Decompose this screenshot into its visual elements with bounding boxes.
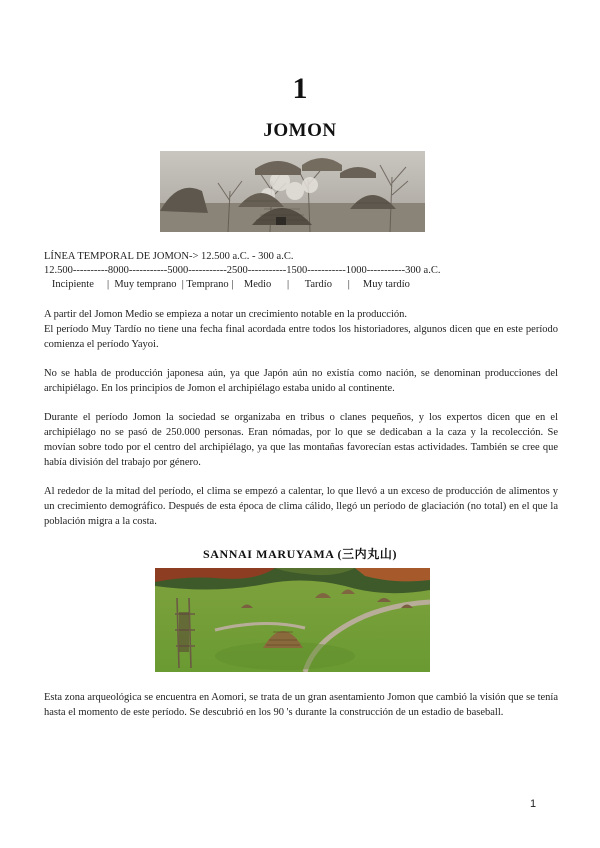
section-title: SANNAI MARUYAMA (三内丸山) xyxy=(202,547,398,561)
chapter-number: 1 xyxy=(292,72,308,105)
sannai-maruyama-photo xyxy=(155,568,430,672)
page-number: 1 xyxy=(530,798,537,810)
paragraph-jomon-medio xyxy=(44,307,558,352)
timeline-scale: 12.500----------8000-----------5000-----------2500-----------1500-----------1000-----------300 a.C. xyxy=(44,265,441,276)
jomon-pit-dwellings-photo xyxy=(160,151,425,232)
paragraph-climate: Al rededor de la mitad del período, el clima se empezó a calentar, lo que llevó a un exceso de producción de alimentos y un crecimiento demográfico. Después de esta época de clima cálido, llegó un período de glaciación (no total) en el que la población migra a la costa. xyxy=(44,486,558,527)
paragraph-society: Durante el período Jomon la sociedad se organizaba en tribus o clanes pequeños, y los expertos dicen que en el archipiélago no se pasó de 250.000 personas. Eran nómadas, por lo que se dedicaban a la caza y la recolección. Se movían sobre todo por el centro del archipiélago, ya que las montañas favorecían estas actividades. También se cree que había división del trabajo por género. xyxy=(44,412,558,468)
chapter-title: JOMON xyxy=(263,120,337,141)
paragraph-line: El período Muy Tardío no tiene una fecha final acordada entre todos los historiadores, algunos dicen que en este período comienza el período Yayoi. xyxy=(44,324,558,350)
paragraph-sannai-maruyama: Esta zona arqueológica se encuentra en Aomori, se trata de un gran asentamiento Jomon que cambió la visión que se tenía hasta el momento de este período. Se descubrió en los 90 's durante la construcción de un estadio de baseball. xyxy=(44,692,558,718)
paragraph-line: A partir del Jomon Medio se empieza a notar un crecimiento notable en la producción. xyxy=(44,309,408,320)
timeline-periods: Incipiente | Muy temprano | Temprano | Medio | Tardío | Muy tardío xyxy=(44,279,410,290)
paragraph-archipelago: No se habla de producción japonesa aún, ya que Japón aún no existía como nación, se denominan producciones del archipiélago. En los principios de Jomon el archipiélago estaba unido al continente. xyxy=(44,368,558,394)
timeline-title: LÍNEA TEMPORAL DE JOMON-> 12.500 a.C. - 300 a.C. xyxy=(44,251,294,262)
timeline xyxy=(44,250,564,292)
